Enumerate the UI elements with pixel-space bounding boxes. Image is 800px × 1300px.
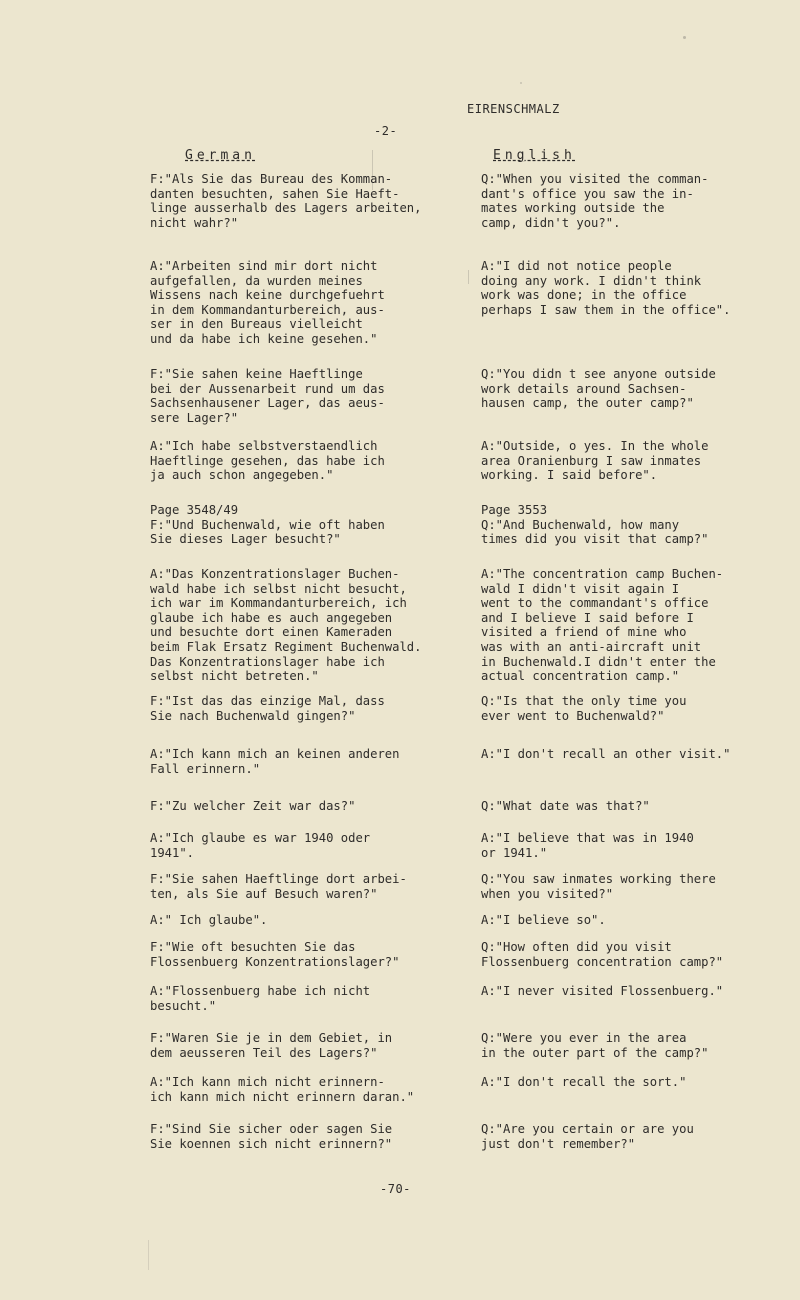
german-answer: A:"Ich glaube es war 1940 oder 1941".: [150, 831, 371, 860]
german-answer: A:" Ich glaube".: [150, 913, 268, 927]
scan-speck: [683, 36, 686, 39]
german-answer: A:"Ich kann mich nicht erinnern- ich kann mich nicht erinnern daran.": [150, 1075, 415, 1104]
german-question: F:"Ist das das einzige Mal, dass Sie nach Buchenwald gingen?": [150, 694, 385, 723]
scan-speck: [520, 82, 522, 84]
english-question: Q:"Is that the only time you ever went to Buchenwald?": [481, 694, 687, 723]
english-answer: A:"Outside, o yes. In the whole area Oranienburg I saw inmates working. I said before".: [481, 439, 709, 483]
english-answer: A:"I did not notice people doing any work. I didn't think work was done; in the office perhaps I saw them in the office".: [481, 259, 731, 317]
german-answer: A:"Flossenbuerg habe ich nicht besucht.": [150, 984, 371, 1013]
german-question: F:"Zu welcher Zeit war das?": [150, 799, 356, 813]
english-question: Q:"You saw inmates working there when you visited?": [481, 872, 716, 901]
english-question: Q:"What date was that?": [481, 799, 650, 813]
english-answer: A:"I don't recall the sort.": [481, 1075, 687, 1089]
english-answer: A:"I believe that was in 1940 or 1941.": [481, 831, 694, 860]
english-answer: A:"I don't recall an other visit.": [481, 747, 731, 761]
german-question: F:"Sie sahen Haeftlinge dort arbei- ten, als Sie auf Besuch waren?": [150, 872, 407, 901]
page-number-bottom: -70-: [380, 1182, 411, 1196]
english-question: Q:"When you visited the comman- dant's office you saw the in- mates working outside the camp, didn't you?".: [481, 172, 709, 230]
german-question: F:"Sie sahen keine Haeftlinge bei der Aussenarbeit rund um das Sachsenhausener Lager, das aeus- sere Lager?": [150, 367, 385, 425]
german-question: F:"Als Sie das Bureau des Komman- danten besuchten, sahen Sie Haeft- linge ausserhalb des Lagers arbeiten, nicht wahr?": [150, 172, 422, 230]
english-answer: A:"The concentration camp Buchen- wald I didn't visit again I went to the commandant's office and I believe I said before I visited a friend of mine who was with an anti-aircraft unit in Buchenwald.I didn't enter the actual concentration camp.": [481, 567, 724, 684]
english-answer: A:"I believe so".: [481, 913, 606, 927]
german-answer: A:"Ich kann mich an keinen anderen Fall erinnern.": [150, 747, 400, 776]
english-column-heading: English: [493, 148, 576, 163]
german-question: F:"Waren Sie je in dem Gebiet, in dem aeusseren Teil des Lagers?": [150, 1031, 393, 1060]
header-name: EIRENSCHMALZ: [467, 102, 560, 116]
german-answer: A:"Das Konzentrationslager Buchen- wald habe ich selbst nicht besucht, ich war im Kommandanturbereich, ich glaube ich habe es auch angegeben und besuchte dort einen Kameraden beim Flak Ersatz Regiment Buchenwald. Das Konzentrationslager habe ich selbst nicht betreten.": [150, 567, 422, 684]
english-question: Q:"You didn t see anyone outside work details around Sachsen- hausen camp, the outer camp?": [481, 367, 716, 411]
english-question: Q:"Were you ever in the area in the outer part of the camp?": [481, 1031, 709, 1060]
english-answer: A:"I never visited Flossenbuerg.": [481, 984, 724, 998]
english-question: Q:"Are you certain or are you just don't remember?": [481, 1122, 694, 1151]
english-question: Q:"How often did you visit Flossenbuerg concentration camp?": [481, 940, 724, 969]
german-question: F:"Wie oft besuchten Sie das Flossenbuerg Konzentrationslager?": [150, 940, 400, 969]
english-question: Page 3553 Q:"And Buchenwald, how many times did you visit that camp?": [481, 503, 709, 547]
german-answer: A:"Arbeiten sind mir dort nicht aufgefallen, da wurden meines Wissens nach keine durchgefuehrt in dem Kommandanturbereich, aus- ser in den Bureaus vielleicht und da habe ich keine gesehen.": [150, 259, 385, 346]
german-question: F:"Sind Sie sicher oder sagen Sie Sie koennen sich nicht erinnern?": [150, 1122, 393, 1151]
german-question: Page 3548/49 F:"Und Buchenwald, wie oft haben Sie dieses Lager besucht?": [150, 503, 385, 547]
page-number-top: -2-: [374, 124, 398, 138]
german-answer: A:"Ich habe selbstverstaendlich Haeftlinge gesehen, das habe ich ja auch schon angegeben.": [150, 439, 385, 483]
column-divider-mark: [468, 270, 469, 284]
scan-speck: [148, 1240, 149, 1270]
german-column-heading: German: [185, 148, 256, 163]
